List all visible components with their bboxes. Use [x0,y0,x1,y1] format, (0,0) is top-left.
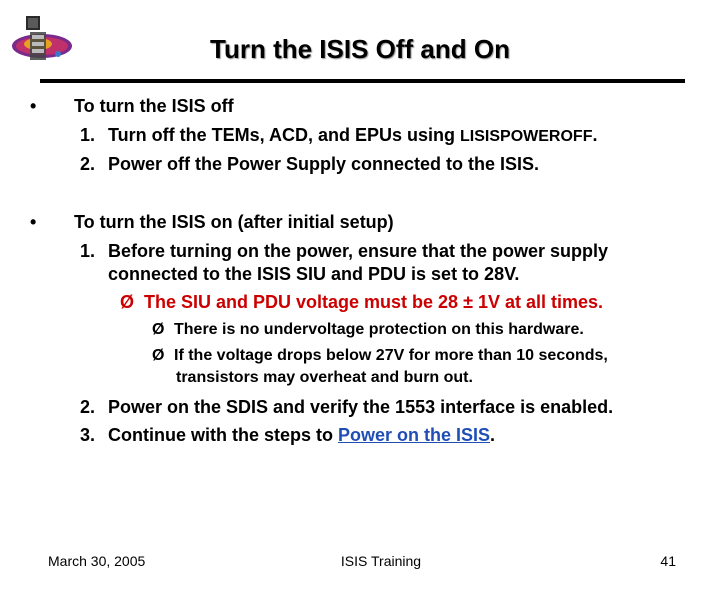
voltage-warning [120,292,603,313]
item-number: 1. [80,125,96,145]
arrow-bullet-icon: Ø [152,347,165,364]
item-suffix: . [490,425,496,445]
item-number: 1. [80,241,96,261]
section1-item-1 [80,125,597,146]
item-text: Turn off the TEMs, ACD, and EPUs using [108,125,461,145]
item-text: Power off the Power Supply connected to the ISIS. [108,154,540,174]
bullet-marker: • [30,212,37,232]
item-text: Continue with the steps to [108,425,338,445]
subpoint-text: There is no undervoltage protection on this hardware. [174,321,584,338]
warning-text: The SIU and PDU voltage must be 28 ± 1V at all times. [144,292,604,312]
section2-item-1-line1 [80,241,608,262]
item-text: Before turning on the power, ensure that the power supply [108,241,609,261]
subpoint-2-continued: transistors may overheat and burn out. [176,369,473,386]
footer-center-text: ISIS Training [340,553,422,569]
item-number: 3. [80,425,96,445]
subpoint-2 [152,347,608,365]
section1-heading: To turn the ISIS off [74,96,234,116]
power-on-isis-link[interactable]: Power on the ISIS [338,425,491,445]
item-number: 2. [80,154,96,174]
title-divider [40,79,685,83]
arrow-bullet-icon: Ø [120,292,135,312]
command-name: LISISPOWEROFF [460,128,593,145]
footer-date: March 30, 2005 [48,553,146,569]
subpoint-text: If the voltage drops below 27V for more than 10 seconds, [174,347,608,364]
section2-item-1-line2: connected to the ISIS SIU and PDU is set to 28V. [108,264,520,284]
section1-item-2 [80,154,539,175]
item-number: 2. [80,397,96,417]
item-text: Power on the SDIS and verify the 1553 interface is enabled. [108,397,614,417]
subpoint-1 [152,321,584,339]
slide-title: Turn the ISIS Off and On [210,34,510,64]
item-suffix: . [592,125,598,145]
bullet-marker: • [30,96,37,116]
section2-item-3 [80,425,495,446]
section2-item-2 [80,397,613,418]
arrow-bullet-icon: Ø [152,321,165,338]
page-number: 41 [660,553,676,569]
section2-heading: To turn the ISIS on (after initial setup) [74,212,394,232]
